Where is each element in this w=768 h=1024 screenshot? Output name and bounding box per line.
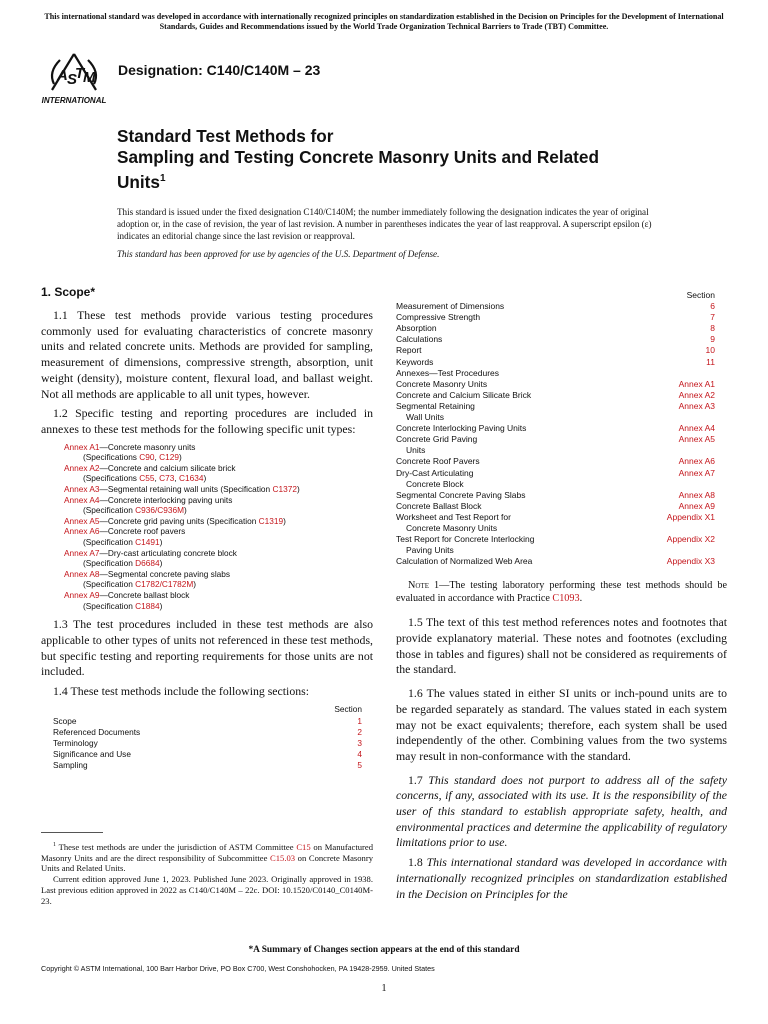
committee-link[interactable]: C15 xyxy=(296,841,311,852)
title-line-2: Sampling and Testing Concrete Masonry Units and Related xyxy=(117,147,599,167)
section-link[interactable]: Annex A4 xyxy=(678,423,715,434)
para-1-1: 1.1 These test methods provide various testing procedures commonly used for evaluating characteristics of concrete masonry units and related concrete units. Methods are provided for sampling, measurement of dimensions, compressive strength, absorption, unit weight (density), moisture content, flexural load, and ballast weight. Not all methods are applicable to all unit types, however. xyxy=(41,308,373,401)
spec-link[interactable]: D6684 xyxy=(135,558,160,569)
section-link[interactable]: 4 xyxy=(357,749,362,760)
section-link[interactable]: Appendix X3 xyxy=(666,556,715,567)
section-link[interactable]: Annex A6 xyxy=(678,456,715,467)
para-1-3: 1.3 The test procedures included in these test methods are also applicable to other types of units not referenced in these test methods, but specific testing and reporting requirements for those units are not included. xyxy=(41,617,373,679)
section-link[interactable]: Appendix X2 xyxy=(666,534,715,545)
annex-item: Annex A3—Segmental retaining wall units (Specification C1372) xyxy=(64,484,300,494)
annex-item: Annex A6—Concrete roof pavers xyxy=(64,526,186,537)
left-column xyxy=(41,285,373,771)
annex-link[interactable]: Annex A7 xyxy=(64,547,100,558)
spec-link[interactable]: C936/C936M xyxy=(135,505,185,516)
practice-link[interactable]: C1093 xyxy=(552,593,580,605)
spec-link[interactable]: C1884 xyxy=(135,600,160,611)
spec-link[interactable]: C129 xyxy=(159,452,179,463)
annex-link[interactable]: Annex A5 xyxy=(64,515,100,526)
section-row: Test Report for Concrete Interlocking Appendix X2 xyxy=(396,534,715,545)
page-number: 1 xyxy=(381,983,387,994)
section-row: Referenced Documents 2 xyxy=(53,726,362,737)
section-link[interactable]: Annex A7 xyxy=(678,467,715,478)
section-link[interactable]: 2 xyxy=(357,726,362,737)
section-link[interactable]: 8 xyxy=(710,323,715,334)
approval-statement: This standard has been approved for use by agencies of the U.S. Department of Defense. xyxy=(117,249,440,259)
svg-text:M: M xyxy=(83,69,96,86)
para-1-8: 1.8 This international standard was developed in accordance with internationally recognized principles on standardization established in the Decision on Principles for the xyxy=(396,855,727,901)
document-title xyxy=(117,126,677,193)
section-link[interactable]: 5 xyxy=(357,760,362,771)
annex-list: Annex A1—Concrete masonry units (Specifications C90, C129) Annex A2—Concrete and calcium silicate brick (Specifications C55, C73, C1634) Annex A3—Segmental retaining wall units (Specification C1372) Annex A4—Concrete interlocking paving units (Specification C936/C936M) Annex A5—Concrete grid paving units (Specification C1319) Annex A6—Concrete roof pavers (Specification C1491) Annex A7—Dry-cast articulating concrete block (Specification D6684) Annex A8—Segmental concrete paving slabs (Specification C1782/C1782M) Annex A9—Concrete ballast block (Specification C1884) xyxy=(64,442,373,612)
copyright: Copyright © ASTM International, 100 Barr Harbor Drive, PO Box C700, West Conshohocken, PA 19428-2959. United States xyxy=(41,964,435,973)
section-row: Scope 1 xyxy=(53,715,362,726)
annex-link[interactable]: Annex A4 xyxy=(64,494,100,505)
title-line-3: Units xyxy=(117,172,160,192)
annex-link[interactable]: Annex A2 xyxy=(64,462,100,473)
designation: Designation: C140/C140M – 23 xyxy=(118,62,321,78)
section-link[interactable]: 1 xyxy=(357,715,362,726)
annex-item: Annex A5—Concrete grid paving units (Specification C1319) xyxy=(64,515,286,526)
section-column-header: Section xyxy=(686,290,715,300)
annex-item: Annex A8—Segmental concrete paving slabs xyxy=(64,568,231,579)
section-link[interactable]: 6 xyxy=(710,301,715,312)
note-1: Note 1—The testing laboratory performing these test methods should be evaluated in accordance with Practice C1093. xyxy=(396,580,727,605)
section-column-header: Section xyxy=(334,703,362,714)
right-column xyxy=(396,290,727,906)
svg-text:S: S xyxy=(67,71,78,88)
logo-text: INTERNATIONAL xyxy=(41,96,107,105)
annex-link[interactable]: Annex A8 xyxy=(64,568,100,579)
spec-link[interactable]: C1372 xyxy=(272,484,297,494)
title-footnote-mark: 1 xyxy=(159,173,166,184)
section-row: Sampling 5 xyxy=(53,760,362,771)
section-link[interactable]: 9 xyxy=(710,334,715,345)
spec-link[interactable]: C73 xyxy=(159,473,175,484)
para-1-7: 1.7 This standard does not purport to address all of the safety concerns, if any, associated with its use. It is the responsibility of the user of this standard to establish appropriate safety, health, and environmental practices and determine the applicability of regulatory limitations prior to use. xyxy=(396,772,727,850)
section-row: Annexes—Test Procedures xyxy=(396,367,499,378)
section-row: Concrete and Calcium Silicate Brick Annex A2 xyxy=(396,389,715,400)
annex-item: Annex A9—Concrete ballast block xyxy=(64,589,190,600)
spec-link[interactable]: C55 xyxy=(139,473,155,484)
spec-link[interactable]: C1491 xyxy=(135,536,160,547)
sections-table-right: Section Measurement of Dimensions 6 Compressive Strength 7 Absorption 8 Calculations 9 Report 10 Keywords 11 Annexes—Test Procedures Concrete Masonry Units Annex A1 Concrete and Calcium Silicate Brick Annex A2 Segmental Retaining Annex A3 Wall Units Concrete Interlocking Paving Units Annex A4 Concrete Grid Paving Annex A5 Units Concrete Roof Pavers Annex A6 Dry-Cast Articulating Annex A7 Concrete Block Segmental Concrete Paving Slabs Annex A8 Concrete Ballast Block Annex A9 Worksheet and Test Report for Appendix X1 Concrete Masonry Units Test Report for Concrete Interlocking Appendix X2 Paving Units Calculation of Normalized Web Area Appendix X3 xyxy=(396,290,715,567)
section-link[interactable]: 3 xyxy=(357,737,362,748)
section-row: Dry-Cast Articulating Annex A7 xyxy=(396,467,715,478)
section-link[interactable]: Appendix X1 xyxy=(666,511,715,522)
sections-table-left xyxy=(53,704,362,772)
svg-text:A: A xyxy=(57,67,68,84)
section-link[interactable]: Annex A5 xyxy=(678,434,715,445)
section-row: Concrete Ballast Block Annex A9 xyxy=(396,500,715,511)
annex-link[interactable]: Annex A3 xyxy=(64,484,100,494)
section-row: Terminology 3 xyxy=(53,737,362,748)
title-line-1: Standard Test Methods for xyxy=(117,126,334,146)
section-link[interactable]: 10 xyxy=(705,345,715,356)
section-row: Significance and Use 4 xyxy=(53,749,362,760)
para-1-6: 1.6 The values stated in either SI units or inch-pound units are to be regarded separately as standard. The values stated in each system may not be exact equivalents; therefore, each system shall be used independently of the other. Combining values from the two systems may result in non-conformance with the standard. xyxy=(396,686,727,763)
spec-link[interactable]: C1634 xyxy=(178,473,204,484)
annex-link[interactable]: Annex A1 xyxy=(64,441,100,452)
section-row: Segmental Retaining Annex A3 xyxy=(396,400,715,411)
changes-summary-note: *A Summary of Changes section appears at the end of this standard xyxy=(248,945,520,955)
spec-link[interactable]: C90 xyxy=(139,452,155,463)
scope-heading: 1. Scope* xyxy=(41,285,96,299)
annex-item: Annex A7—Dry-cast articulating concrete block xyxy=(64,547,237,558)
section-row: Compressive Strength 7 xyxy=(396,312,715,323)
section-link[interactable]: Annex A1 xyxy=(678,378,715,389)
astm-logo xyxy=(38,50,110,106)
annex-item: Annex A1—Concrete masonry units xyxy=(64,441,196,452)
section-link[interactable]: 11 xyxy=(706,356,715,367)
section-row: Concrete Roof Pavers Annex A6 xyxy=(396,456,715,467)
section-row: Concrete Interlocking Paving Units Annex A4 xyxy=(396,423,715,434)
section-link[interactable]: Annex A3 xyxy=(678,400,715,411)
para-1-5: 1.5 The text of this test method references notes and footnotes that provide explanatory material. These notes and footnotes (excluding those in tables and figures) shall not be considered as requirements of the standard. xyxy=(396,615,727,677)
section-row: Measurement of Dimensions 6 xyxy=(396,301,715,312)
annex-link[interactable]: Annex A9 xyxy=(64,589,100,600)
footnote: $^1$ These test methods are under the jurisdiction of ASTM Committee C15 on Manufactured Masonry Units and are the direct responsibility of Subcommittee C15.03 on Concrete Masonry Units and Related Units. Current edition approved June 1, 2023. Published June 2023. Originally approved in 1938. Last previous edition approved in 2022 as C140/C140M – 22c. DOI: 10.1520/C0140_C0140M-23. xyxy=(41,841,373,906)
section-link[interactable]: 7 xyxy=(710,312,715,323)
section-row: Concrete Grid Paving Annex A5 xyxy=(396,434,715,445)
para-1-4: 1.4 These test methods include the following sections: xyxy=(53,683,309,698)
spec-link[interactable]: C1782/C1782M xyxy=(135,579,194,590)
subcommittee-link[interactable]: C15.03 xyxy=(270,852,296,863)
footnote-edition: Current edition approved June 1, 2023. Published June 2023. Originally approved in 1938. Last previous edition approved in 2022 as C140/C140M – 22c. DOI: 10.1520/C0140_C0140M-23. xyxy=(41,874,373,906)
annex-item: Annex A2—Concrete and calcium silicate brick xyxy=(64,462,236,473)
spec-link[interactable]: C1319 xyxy=(258,515,284,526)
section-row: Worksheet and Test Report for Appendix X1 xyxy=(396,511,715,522)
section-row: Report 10 xyxy=(396,345,715,356)
section-row: Keywords 11 xyxy=(396,356,715,367)
section-link[interactable]: Annex A8 xyxy=(678,489,715,500)
issue-statement: This standard is issued under the fixed designation C140/C140M; the number immediately following the designation indicates the year of original adoption or, in the case of revision, the year of last revision. A number in parentheses indicates the year of last reapproval. A superscript epsilon (ε) indicates an editorial change since the last revision or reapproval. xyxy=(117,207,652,241)
annex-item: Annex A4—Concrete interlocking paving units xyxy=(64,494,233,505)
para-1-2: 1.2 Specific testing and reporting procedures are included in annexes to these test methods for the following specific unit types: xyxy=(41,406,373,436)
section-row: Absorption 8 xyxy=(396,323,715,334)
svg-text:T: T xyxy=(75,65,85,82)
section-link[interactable]: Annex A9 xyxy=(678,500,715,511)
section-link[interactable]: Annex A2 xyxy=(678,389,715,400)
section-row: Concrete Masonry Units Annex A1 xyxy=(396,378,715,389)
footnote-divider xyxy=(41,832,103,833)
top-note: This international standard was developed in accordance with internationally recognized principles on standardization established in the Decision on Principles for the Development of International Standards, Guides and Recommendations issued by the World Trade Organization Technical Barriers to Trade (TBT) Committee. xyxy=(44,12,724,32)
section-row: Segmental Concrete Paving Slabs Annex A8 xyxy=(396,489,715,500)
annex-link[interactable]: Annex A6 xyxy=(64,526,100,537)
section-row: Calculations 9 xyxy=(396,334,715,345)
section-row: Calculation of Normalized Web Area Appendix X3 xyxy=(396,556,715,567)
